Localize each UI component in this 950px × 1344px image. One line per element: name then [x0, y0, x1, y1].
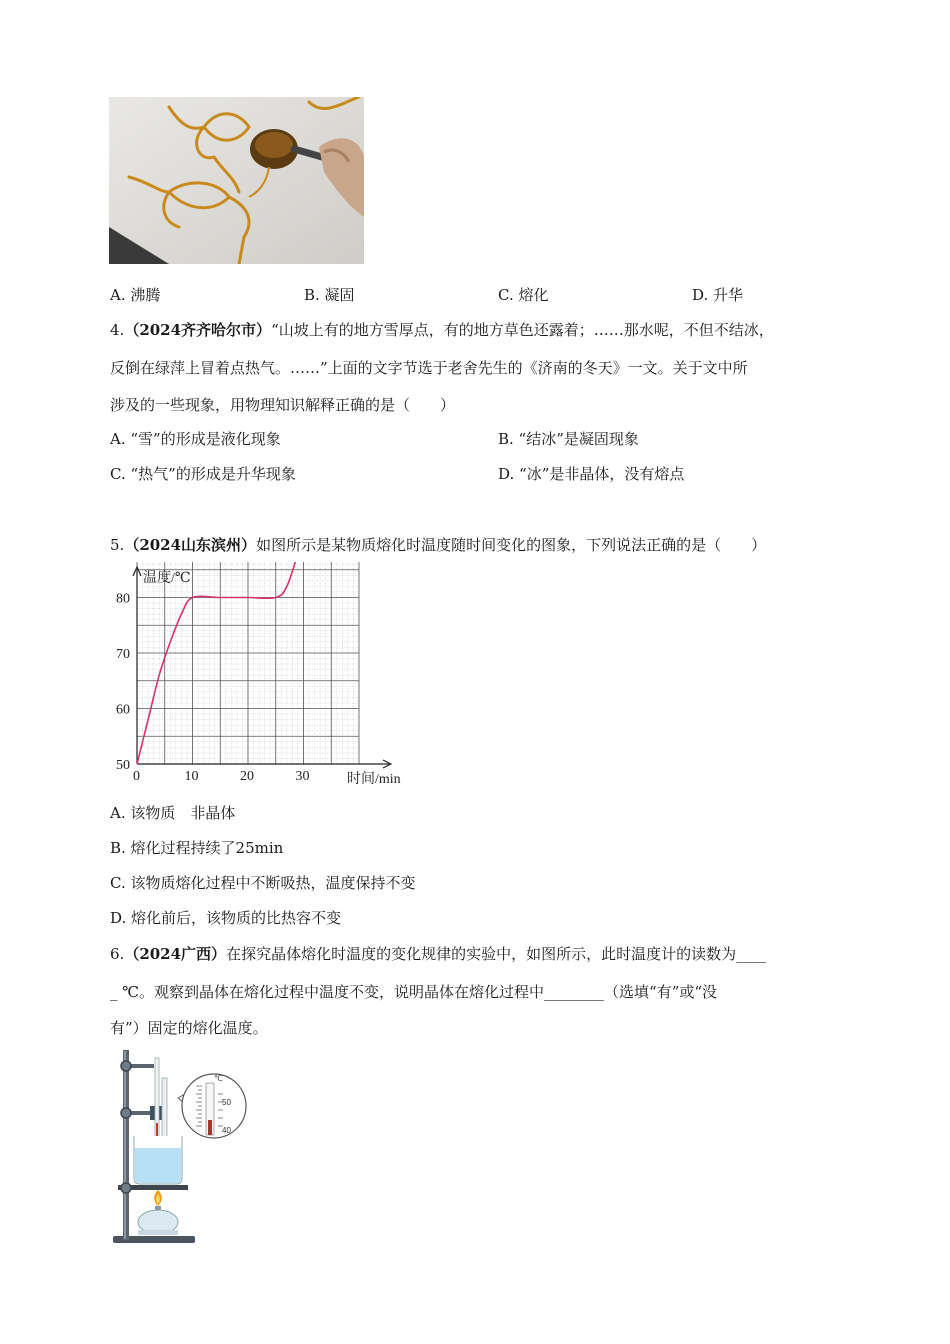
thermometer-label-40: 40 — [222, 1126, 231, 1135]
q5-number: 5. — [110, 536, 125, 554]
q4-number: 4. — [110, 321, 125, 339]
q5-option-a: A. 该物质 非晶体 — [110, 804, 236, 822]
q4-option-a: A. “雪”的形成是液化现象 — [110, 430, 281, 448]
chart-xlabel: 时间/min — [347, 772, 401, 787]
thermometer-unit: ℃ — [214, 1074, 223, 1083]
q4-text-1: “山坡上有的地方雪厚点，有的地方草色还露着；……那水呢，不但不结冰， — [271, 321, 774, 339]
q3-option-d: D. 升华 — [692, 286, 744, 304]
q6-stem-line1 — [110, 944, 766, 964]
chart-x-tick-label: 20 — [240, 769, 254, 784]
sugar-painting-photo — [109, 97, 364, 264]
chart-ylabel: 温度/℃ — [143, 571, 191, 586]
chart-y-tick-label: 50 — [116, 758, 130, 773]
q6-source: （2024广西） — [124, 945, 227, 963]
q6-stem-line2: _ ℃。观察到晶体在熔化过程中温度不变，说明晶体在熔化过程中________（选填“有”或“没 — [110, 983, 718, 1001]
chart-series-line — [137, 562, 331, 764]
lab-apparatus-figure — [110, 1048, 250, 1248]
q4-option-b: B. “结冰”是凝固现象 — [498, 430, 639, 448]
chart-y-tick-label: 80 — [116, 591, 130, 607]
q3-option-a: A. 沸腾 — [110, 286, 161, 304]
chart-grid — [137, 562, 359, 764]
q5-option-d: D. 熔化前后，该物质的比热容不变 — [110, 909, 342, 927]
q4-option-d: D. “冰”是非晶体，没有熔点 — [498, 465, 685, 483]
q5-option-c: C. 该物质熔化过程中不断吸热，温度保持不变 — [110, 874, 416, 892]
q4-stem-line3: 涉及的一些现象，用物理知识解释正确的是（ ） — [110, 396, 456, 414]
q4-source: （2024齐齐哈尔市） — [124, 321, 272, 339]
chart-y-tick-label: 60 — [116, 702, 130, 718]
thermometer-label-50: 50 — [222, 1098, 231, 1107]
q4-stem-line1 — [110, 320, 774, 340]
chart-x-tick-label: 30 — [295, 769, 310, 784]
q5-option-b: B. 熔化过程持续了25min — [110, 839, 284, 857]
melting-curve-chart — [105, 562, 425, 792]
q3-option-b: B. 凝固 — [304, 286, 355, 304]
q5-source: （2024山东滨州） — [124, 536, 257, 554]
chart-x-tick-label: 10 — [184, 769, 199, 784]
q3-option-c: C. 熔化 — [498, 286, 549, 304]
q6-text-1: 在探究晶体熔化时温度的变化规律的实验中，如图所示，此时温度计的读数为____ — [226, 945, 767, 963]
q5-text: 如图所示是某物质熔化时温度随时间变化的图象，下列说法正确的是（ ） — [256, 536, 767, 554]
chart-y-tick-label: 70 — [116, 647, 130, 662]
chart-x-tick-label: 0 — [133, 769, 140, 784]
q6-stem-line3: 有”）固定的熔化温度。 — [110, 1019, 268, 1037]
q6-number: 6. — [110, 945, 125, 963]
q4-option-c: C. “热气”的形成是升华现象 — [110, 465, 296, 483]
q4-stem-line2: 反倒在绿萍上冒着点热气。……”上面的文字节选于老舍先生的《济南的冬天》一文。关于文中所 — [110, 359, 748, 377]
q5-stem — [110, 535, 766, 555]
